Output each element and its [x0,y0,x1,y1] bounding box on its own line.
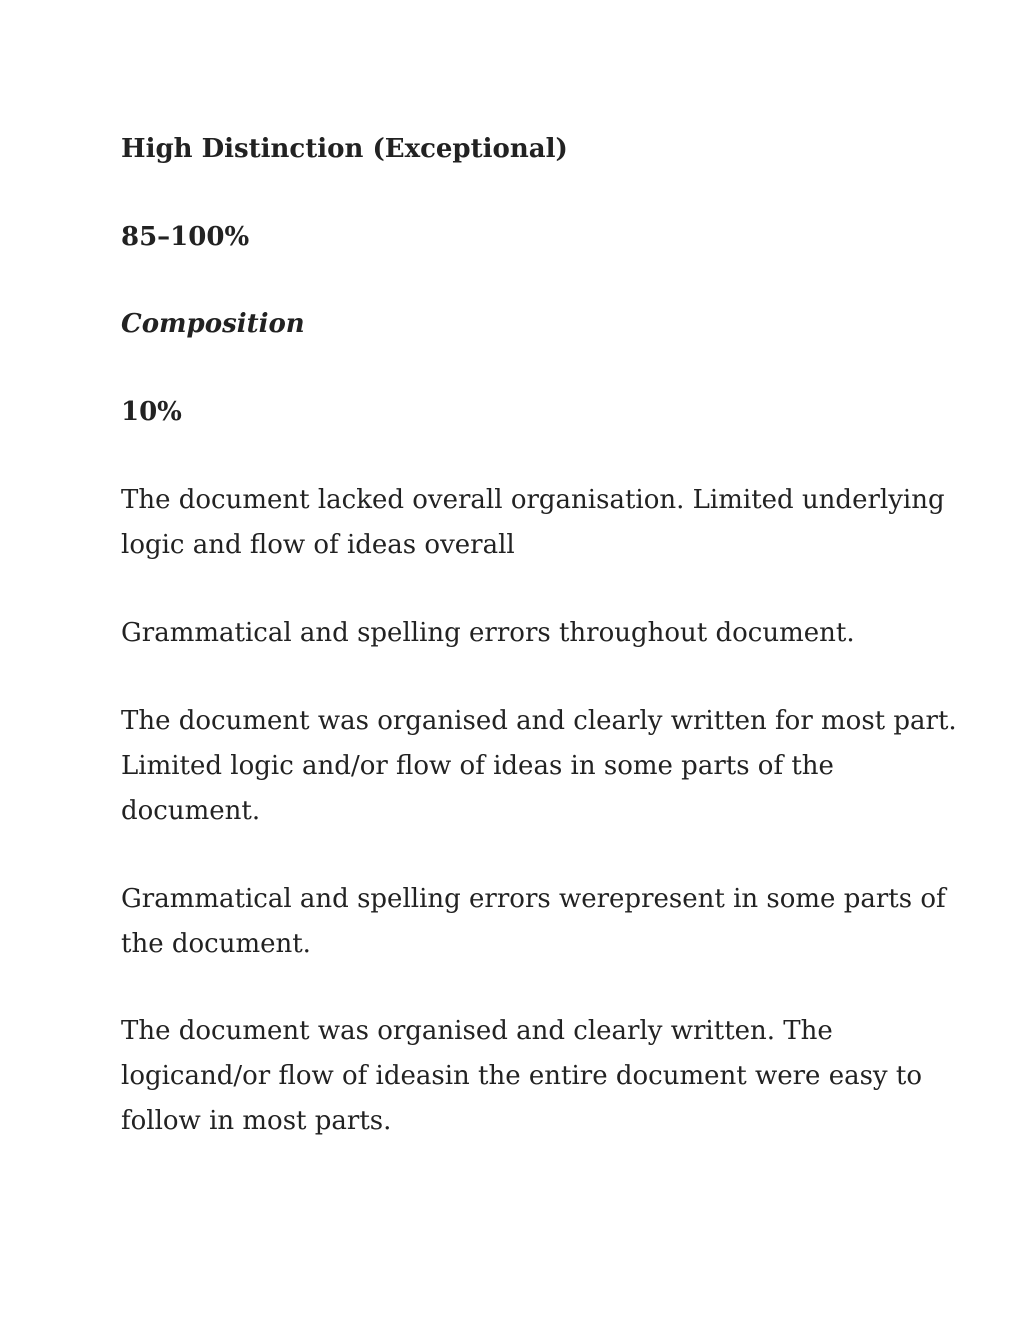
descriptor-line: Grammatical and spelling errors werepresent in some parts of [121,884,946,914]
descriptor-line: the document. [121,929,311,959]
grade-heading: High Distinction (Exceptional) [121,134,568,164]
grade-range: 85–100% [121,222,250,252]
descriptor-paragraph [121,1009,922,1144]
descriptor-paragraph [121,877,946,967]
descriptor-line: Grammatical and spelling errors throughout document. [121,618,855,648]
descriptor-paragraph [121,699,957,834]
descriptor-paragraph [121,478,945,568]
criterion-weight: 10% [121,397,182,427]
descriptor-line: document. [121,796,261,826]
descriptor-line: The document was organised and clearly written for most part. [121,706,957,736]
descriptor-line: logicand/or flow of ideasin the entire document were easy to [121,1061,922,1091]
descriptor-line: follow in most parts. [121,1106,392,1136]
descriptor-line: Limited logic and/or flow of ideas in some parts of the [121,751,834,781]
descriptor-line: The document was organised and clearly written. The [121,1016,833,1046]
descriptor-line: The document lacked overall organisation. Limited underlying [121,485,945,515]
descriptor-paragraph [121,611,911,656]
criterion-title: Composition [121,309,305,339]
descriptor-line: logic and flow of ideas overall [121,530,515,560]
